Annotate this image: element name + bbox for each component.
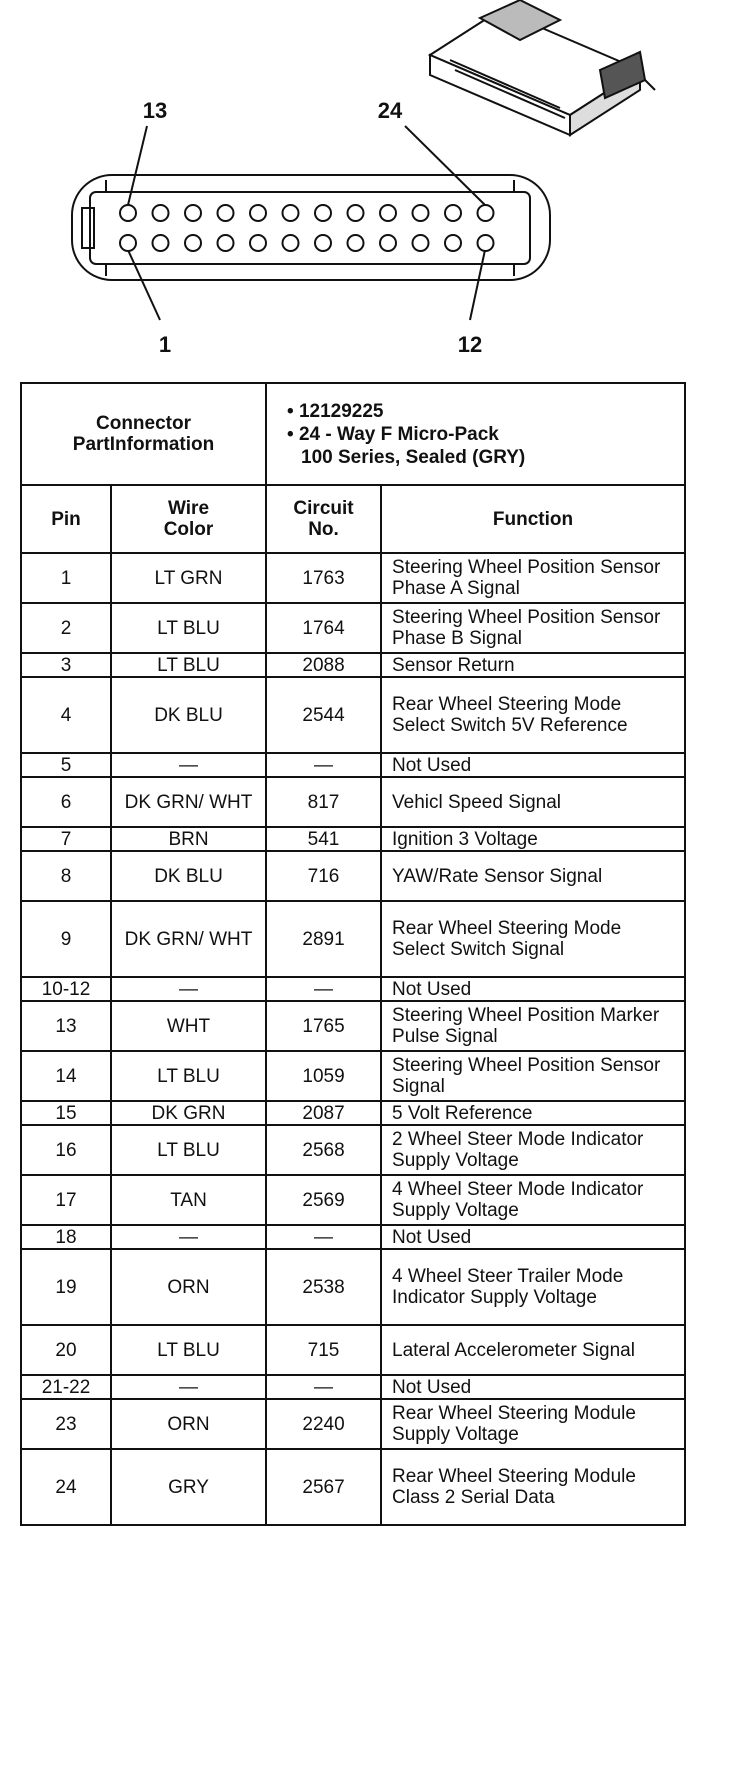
table-row (21, 1101, 685, 1125)
table-row (21, 753, 685, 777)
pin-cell: 20 (21, 1325, 111, 1375)
pin-cell: 6 (21, 777, 111, 827)
table-row (21, 1125, 685, 1175)
wire-color-cell: ORN (111, 1249, 266, 1325)
circuit-cell: 541 (266, 827, 381, 851)
circuit-cell: 716 (266, 851, 381, 901)
function-cell: Rear Wheel Steering Mode Select Switch 5V Reference (381, 677, 685, 753)
circuit-cell: 2891 (266, 901, 381, 977)
pin-label-1: 1 (158, 332, 172, 357)
pin-hole (315, 205, 331, 221)
table-row (21, 901, 685, 977)
pin-cell: 7 (21, 827, 111, 851)
wire-color-cell: — (111, 753, 266, 777)
table-row (21, 851, 685, 901)
header-wire-color (111, 485, 266, 553)
connector-face (72, 175, 550, 280)
function-cell: YAW/Rate Sensor Signal (381, 851, 685, 901)
function-cell: Rear Wheel Steering Mode Select Switch Signal (381, 901, 685, 977)
wire-color-cell: ORN (111, 1399, 266, 1449)
pin-cell: 5 (21, 753, 111, 777)
pin-label-24: 24 (377, 98, 403, 123)
pin-cell: 23 (21, 1399, 111, 1449)
circuit-cell: 2567 (266, 1449, 381, 1525)
pin-hole (445, 235, 461, 251)
header-pin: Pin (21, 485, 111, 553)
pin-hole (250, 205, 266, 221)
table-row (21, 1325, 685, 1375)
pin-cell: 3 (21, 653, 111, 677)
circuit-cell: — (266, 753, 381, 777)
connector-info-row (21, 383, 685, 485)
pin-hole (380, 235, 396, 251)
table-row (21, 827, 685, 851)
pin-hole (348, 235, 364, 251)
circuit-cell: 2544 (266, 677, 381, 753)
pin-hole (153, 205, 169, 221)
circuit-cell: 1765 (266, 1001, 381, 1051)
table-row (21, 1249, 685, 1325)
pin-cell: 24 (21, 1449, 111, 1525)
function-cell: Not Used (381, 977, 685, 1001)
pin-hole (380, 205, 396, 221)
pin-hole (250, 235, 266, 251)
table-row (21, 1051, 685, 1101)
pin-hole (283, 235, 299, 251)
circuit-cell: 817 (266, 777, 381, 827)
circuit-cell: 2088 (266, 653, 381, 677)
circuit-cell: 2569 (266, 1175, 381, 1225)
table-row (21, 1001, 685, 1051)
pin-cell: 1 (21, 553, 111, 603)
pin-cell: 16 (21, 1125, 111, 1175)
circuit-cell: 1763 (266, 553, 381, 603)
circuit-cell: 1764 (266, 603, 381, 653)
pin-hole (478, 235, 494, 251)
circuit-cell: 2240 (266, 1399, 381, 1449)
pin-label-12: 12 (457, 332, 483, 357)
table-row (21, 653, 685, 677)
pin-hole (413, 235, 429, 251)
pin-hole (218, 235, 234, 251)
wire-color-cell: WHT (111, 1001, 266, 1051)
wire-color-cell: — (111, 1375, 266, 1399)
pin-cell: 21-22 (21, 1375, 111, 1399)
pin-cell: 18 (21, 1225, 111, 1249)
table-row (21, 977, 685, 1001)
pin-holes (120, 205, 494, 251)
table-row (21, 1175, 685, 1225)
pin-cell: 19 (21, 1249, 111, 1325)
function-cell: Lateral Accelerometer Signal (381, 1325, 685, 1375)
pin-cell: 14 (21, 1051, 111, 1101)
header-circuit-line2: No. (308, 519, 339, 540)
connector-series: 100 Series, Sealed (GRY) (301, 446, 526, 468)
header-function: Function (381, 485, 685, 553)
connector-info-label-line2: PartInformation (72, 434, 215, 455)
table-row (21, 777, 685, 827)
circuit-cell: — (266, 977, 381, 1001)
wire-color-cell: LT BLU (111, 653, 266, 677)
pin-hole (218, 205, 234, 221)
table-row (21, 553, 685, 603)
wire-color-cell: DK GRN (111, 1101, 266, 1125)
wire-color-cell: LT GRN (111, 553, 266, 603)
table-header-row (21, 485, 685, 553)
table-row (21, 603, 685, 653)
connector-info-label-line1: Connector (96, 413, 191, 434)
wire-color-cell: BRN (111, 827, 266, 851)
wire-color-cell: LT BLU (111, 1125, 266, 1175)
circuit-cell: 2087 (266, 1101, 381, 1125)
pin-hole (413, 205, 429, 221)
pin-cell: 8 (21, 851, 111, 901)
wire-color-cell: DK GRN/ WHT (111, 777, 266, 827)
function-cell: Rear Wheel Steering Module Supply Voltage (381, 1399, 685, 1449)
function-cell: 2 Wheel Steer Mode Indicator Supply Voltage (381, 1125, 685, 1175)
function-cell: Steering Wheel Position Sensor Phase A Signal (381, 553, 685, 603)
wire-color-cell: — (111, 1225, 266, 1249)
function-cell: 4 Wheel Steer Mode Indicator Supply Voltage (381, 1175, 685, 1225)
pin-cell: 9 (21, 901, 111, 977)
pin-hole (348, 205, 364, 221)
pin-hole (153, 235, 169, 251)
function-cell: Ignition 3 Voltage (381, 827, 685, 851)
function-cell: Steering Wheel Position Sensor Phase B Signal (381, 603, 685, 653)
table-row (21, 1399, 685, 1449)
wire-color-cell: LT BLU (111, 1051, 266, 1101)
function-cell: Not Used (381, 1225, 685, 1249)
connector-type: • 24 - Way F Micro-Pack (287, 423, 499, 445)
circuit-cell: 2568 (266, 1125, 381, 1175)
pin-hole (185, 235, 201, 251)
pin-hole (315, 235, 331, 251)
header-circuit-line1: Circuit (293, 498, 354, 519)
header-wire-color-line2: Color (163, 519, 214, 540)
table-row (21, 1225, 685, 1249)
connector-info-list (266, 383, 685, 485)
pin-cell: 17 (21, 1175, 111, 1225)
pinout-table (20, 382, 686, 1526)
pin-hole (445, 205, 461, 221)
table-row (21, 1449, 685, 1525)
pin-hole (283, 205, 299, 221)
pin-cell: 2 (21, 603, 111, 653)
wire-color-cell: DK BLU (111, 851, 266, 901)
header-circuit (266, 485, 381, 553)
wire-color-cell: DK BLU (111, 677, 266, 753)
table-row (21, 677, 685, 753)
table-row (21, 1375, 685, 1399)
pin-hole (478, 205, 494, 221)
circuit-cell: — (266, 1225, 381, 1249)
wire-color-cell: — (111, 977, 266, 1001)
connector-part-number: • 12129225 (287, 400, 384, 422)
wire-color-cell: GRY (111, 1449, 266, 1525)
function-cell: Steering Wheel Position Sensor Signal (381, 1051, 685, 1101)
function-cell: Steering Wheel Position Marker Pulse Signal (381, 1001, 685, 1051)
circuit-cell: — (266, 1375, 381, 1399)
connector-diagram (0, 0, 736, 380)
pin-hole (120, 205, 136, 221)
function-cell: Not Used (381, 753, 685, 777)
function-cell: Not Used (381, 1375, 685, 1399)
function-cell: 5 Volt Reference (381, 1101, 685, 1125)
connector-info-label (21, 383, 266, 485)
wire-color-cell: DK GRN/ WHT (111, 901, 266, 977)
pin-cell: 15 (21, 1101, 111, 1125)
function-cell: 4 Wheel Steer Trailer Mode Indicator Supply Voltage (381, 1249, 685, 1325)
pin-cell: 13 (21, 1001, 111, 1051)
wire-color-cell: LT BLU (111, 603, 266, 653)
function-cell: Sensor Return (381, 653, 685, 677)
wire-color-cell: TAN (111, 1175, 266, 1225)
pin-hole (120, 235, 136, 251)
header-wire-color-line1: Wire (168, 498, 210, 519)
pin-hole (185, 205, 201, 221)
wire-color-cell: LT BLU (111, 1325, 266, 1375)
function-cell: Vehicl Speed Signal (381, 777, 685, 827)
circuit-cell: 2538 (266, 1249, 381, 1325)
function-cell: Rear Wheel Steering Module Class 2 Serial Data (381, 1449, 685, 1525)
pin-label-13: 13 (142, 98, 168, 123)
connector-iso-icon (430, 0, 655, 135)
pin-cell: 4 (21, 677, 111, 753)
circuit-cell: 715 (266, 1325, 381, 1375)
circuit-cell: 1059 (266, 1051, 381, 1101)
pin-cell: 10-12 (21, 977, 111, 1001)
